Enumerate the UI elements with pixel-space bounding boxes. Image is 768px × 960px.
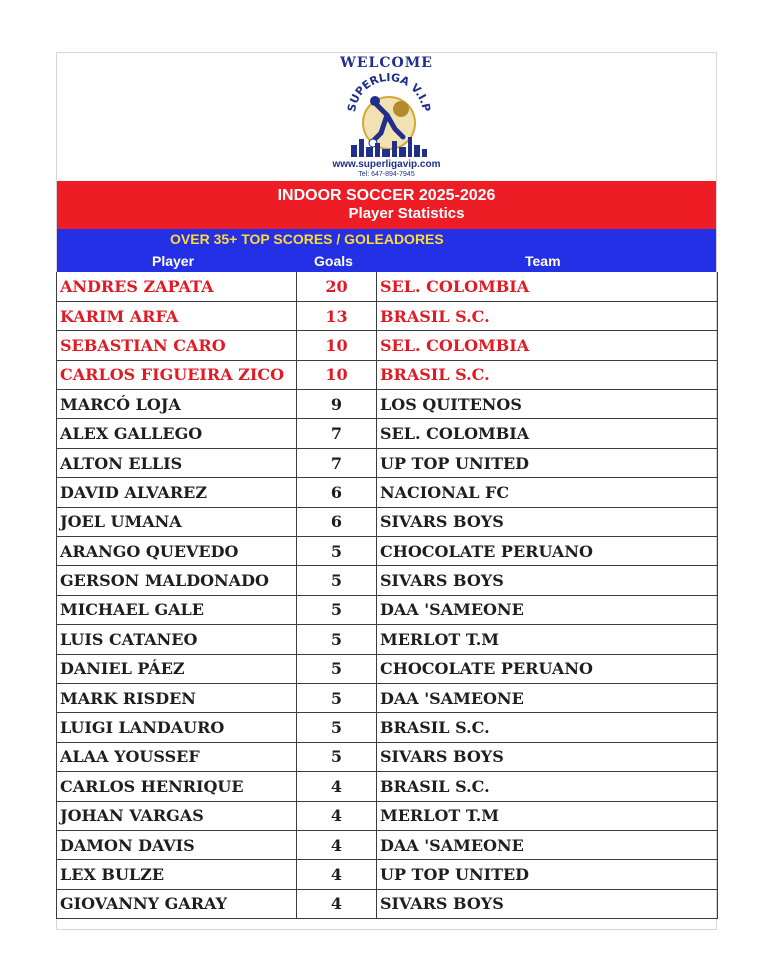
goals-cell: 7 <box>297 419 377 448</box>
goals-cell: 5 <box>297 566 377 595</box>
goals-cell: 10 <box>297 360 377 389</box>
player-name-cell: CARLOS FIGUEIRA ZICO <box>57 360 297 389</box>
table-row <box>57 801 718 830</box>
team-name-cell: SIVARS BOYS <box>377 507 718 536</box>
goals-cell: 5 <box>297 595 377 624</box>
team-name-cell: NACIONAL FC <box>377 478 718 507</box>
table-row <box>57 390 718 419</box>
scorers-table <box>56 272 718 919</box>
player-name-cell: CARLOS HENRIQUE <box>57 772 297 801</box>
table-row <box>57 860 718 889</box>
player-name-cell: ARANGO QUEVEDO <box>57 537 297 566</box>
team-name-cell: SIVARS BOYS <box>377 566 718 595</box>
goals-cell: 6 <box>297 507 377 536</box>
table-row <box>57 478 718 507</box>
table-row <box>57 419 718 448</box>
goals-cell: 5 <box>297 537 377 566</box>
player-name-cell: LUIS CATANEO <box>57 625 297 654</box>
player-name-cell: SEBASTIAN CARO <box>57 331 297 360</box>
column-header-goals: Goals <box>314 253 353 269</box>
welcome-text: WELCOME <box>340 55 433 71</box>
team-name-cell: BRASIL S.C. <box>377 772 718 801</box>
team-name-cell: BRASIL S.C. <box>377 360 718 389</box>
goals-cell: 6 <box>297 478 377 507</box>
goals-cell: 13 <box>297 301 377 330</box>
player-name-cell: ANDRES ZAPATA <box>57 272 297 301</box>
column-header-player: Player <box>152 253 195 269</box>
page-title: INDOOR SOCCER 2025-2026 <box>277 187 496 204</box>
goals-cell: 5 <box>297 713 377 742</box>
team-name-cell: UP TOP UNITED <box>377 448 718 477</box>
player-name-cell: ALAA YOUSSEF <box>57 742 297 771</box>
team-name-cell: DAA 'SAMEONE <box>377 830 718 859</box>
table-row <box>57 448 718 477</box>
table-row <box>57 742 718 771</box>
website-text: www.superligavip.com <box>332 159 441 170</box>
player-name-cell: KARIM ARFA <box>57 301 297 330</box>
table-row <box>57 889 718 918</box>
superliga-logo <box>329 71 449 163</box>
table-row <box>57 654 718 683</box>
player-name-cell: ALTON ELLIS <box>57 448 297 477</box>
table-row <box>57 625 718 654</box>
player-name-cell: JOHAN VARGAS <box>57 801 297 830</box>
goals-cell: 10 <box>297 331 377 360</box>
column-header-team: Team <box>525 253 561 269</box>
goals-cell: 4 <box>297 801 377 830</box>
table-row <box>57 595 718 624</box>
goals-cell: 4 <box>297 889 377 918</box>
team-name-cell: SEL. COLOMBIA <box>377 272 718 301</box>
goals-cell: 9 <box>297 390 377 419</box>
team-name-cell: MERLOT T.M <box>377 625 718 654</box>
phone-text: Tel: 647-894-7945 <box>358 171 415 178</box>
goals-cell: 4 <box>297 830 377 859</box>
team-name-cell: SEL. COLOMBIA <box>377 419 718 448</box>
team-name-cell: SIVARS BOYS <box>377 742 718 771</box>
goals-cell: 5 <box>297 742 377 771</box>
table-row <box>57 772 718 801</box>
team-name-cell: LOS QUITENOS <box>377 390 718 419</box>
page-subtitle: Player Statistics <box>348 205 465 222</box>
table-row <box>57 566 718 595</box>
table-row <box>57 360 718 389</box>
title-band <box>57 181 716 229</box>
goals-cell: 5 <box>297 625 377 654</box>
table-row <box>57 301 718 330</box>
player-name-cell: DAMON DAVIS <box>57 830 297 859</box>
goals-cell: 20 <box>297 272 377 301</box>
team-name-cell: DAA 'SAMEONE <box>377 683 718 712</box>
header <box>57 53 716 181</box>
player-name-cell: LEX BULZE <box>57 860 297 889</box>
team-name-cell: CHOCOLATE PERUANO <box>377 537 718 566</box>
table-row <box>57 683 718 712</box>
team-name-cell: BRASIL S.C. <box>377 301 718 330</box>
team-name-cell: BRASIL S.C. <box>377 713 718 742</box>
player-name-cell: MARK RISDEN <box>57 683 297 712</box>
scorers-subtitle: OVER 35+ TOP SCORES / GOLEADORES <box>170 231 444 247</box>
team-name-cell: SEL. COLOMBIA <box>377 331 718 360</box>
team-name-cell: SIVARS BOYS <box>377 889 718 918</box>
team-name-cell: UP TOP UNITED <box>377 860 718 889</box>
team-name-cell: CHOCOLATE PERUANO <box>377 654 718 683</box>
player-name-cell: GIOVANNY GARAY <box>57 889 297 918</box>
table-row <box>57 713 718 742</box>
table-row <box>57 331 718 360</box>
table-row <box>57 830 718 859</box>
player-name-cell: JOEL UMANA <box>57 507 297 536</box>
player-name-cell: GERSON MALDONADO <box>57 566 297 595</box>
stats-sheet <box>56 52 717 930</box>
goals-cell: 7 <box>297 448 377 477</box>
player-name-cell: MARCÓ LOJA <box>57 390 297 419</box>
goals-cell: 5 <box>297 683 377 712</box>
player-name-cell: LUIGI LANDAURO <box>57 713 297 742</box>
column-header-band <box>57 229 716 272</box>
goals-cell: 4 <box>297 860 377 889</box>
team-name-cell: DAA 'SAMEONE <box>377 595 718 624</box>
table-row <box>57 272 718 301</box>
player-name-cell: MICHAEL GALE <box>57 595 297 624</box>
logo-arc-text: SUPERLIGA V.I.P <box>345 71 433 113</box>
team-name-cell: MERLOT T.M <box>377 801 718 830</box>
table-row <box>57 537 718 566</box>
table-row <box>57 507 718 536</box>
goals-cell: 5 <box>297 654 377 683</box>
player-name-cell: DANIEL PÁEZ <box>57 654 297 683</box>
player-name-cell: DAVID ALVAREZ <box>57 478 297 507</box>
goals-cell: 4 <box>297 772 377 801</box>
player-name-cell: ALEX GALLEGO <box>57 419 297 448</box>
